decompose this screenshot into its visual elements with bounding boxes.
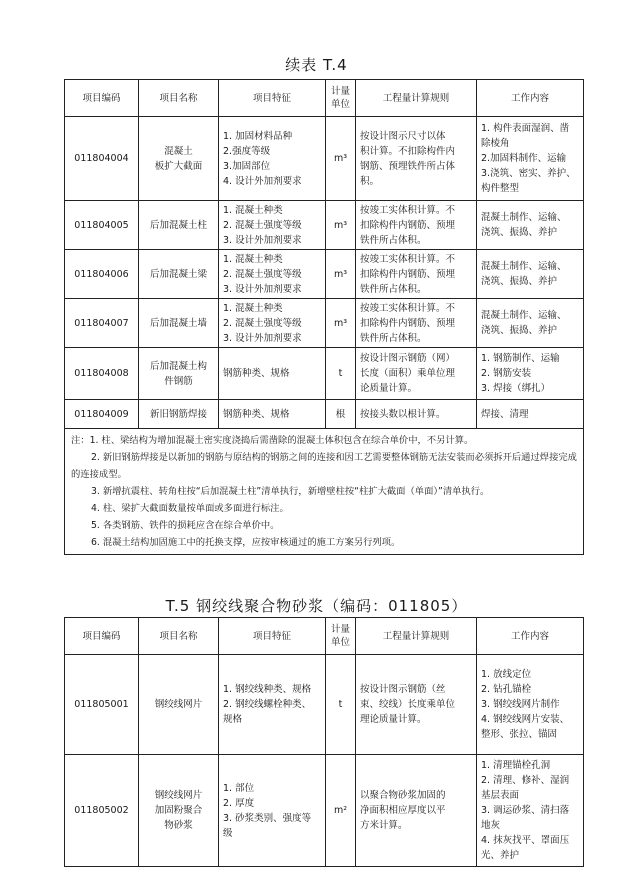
item-work	[477, 655, 584, 755]
item-rule-line: 铁件所占体积。	[360, 234, 427, 246]
table-row	[65, 348, 584, 400]
item-name-line: 后加混凝土构	[149, 360, 207, 372]
item-rule-line: 按接头数以根计算。	[360, 408, 446, 420]
header-work: 工作内容	[477, 80, 584, 117]
item-rule-line: 铁件所占体积。	[360, 283, 427, 295]
item-rule-line: 钢筋、预埋铁件所占体	[360, 160, 456, 172]
item-work-line: 2. 钻孔锚栓	[481, 684, 532, 695]
item-rule-line: 铁件所占体积。	[360, 332, 427, 344]
item-work	[477, 400, 584, 429]
table-row	[65, 117, 584, 201]
item-rule-line: 按竣工实体积计算。不	[360, 204, 456, 216]
note-item: 6. 混凝土结构加固施工中的托换支撑，应按审核通过的施工方案另行列项。	[91, 537, 401, 548]
item-rule	[356, 117, 477, 201]
item-code: 011804004	[65, 117, 139, 201]
item-code: 011804007	[65, 299, 139, 348]
item-features-line: 3. 砂浆类别、强度等	[223, 812, 312, 824]
item-work-line: 2.加固料制作、运输	[481, 153, 567, 164]
item-features	[219, 299, 326, 348]
item-work-line: 2. 清理、修补、湿润	[481, 775, 570, 786]
item-code: 011804009	[65, 400, 139, 429]
item-work-line: 地灰	[481, 820, 501, 831]
item-name-line: 加固粉聚合	[154, 805, 203, 816]
header-work: 工作内容	[477, 618, 584, 655]
item-rule-line: 按设计图示钢筋（丝	[360, 684, 446, 695]
item-rule-line: 净面积相应厚度以平	[360, 805, 446, 816]
item-work-line: 构件整型	[481, 183, 520, 194]
item-features-line: 2.强度等级	[223, 145, 271, 157]
item-rule-line: 积计算。不扣除构件内	[360, 145, 456, 157]
item-unit: m³	[326, 299, 356, 348]
table2-header-row	[65, 618, 584, 655]
item-work-line: 浇筑、振捣、养护	[481, 276, 558, 287]
item-unit: t	[326, 348, 356, 400]
item-features-line: 规格	[223, 714, 243, 725]
item-rule	[356, 250, 477, 299]
item-work-line: 2. 钢筋安装	[481, 368, 532, 379]
item-features-line: 4. 设计外加剂要求	[223, 175, 302, 187]
header-rule: 工程量计算规则	[356, 80, 477, 117]
item-work	[477, 117, 584, 201]
item-work	[477, 299, 584, 348]
item-unit: m³	[326, 250, 356, 299]
item-code: 011804008	[65, 348, 139, 400]
item-name	[139, 250, 219, 299]
header-rule: 工程量计算规则	[356, 618, 477, 655]
item-rule	[356, 655, 477, 755]
item-features-line: 3. 设计外加剂要求	[223, 332, 302, 344]
item-features	[219, 117, 326, 201]
item-name	[139, 348, 219, 400]
item-rule-line: 以聚合物砂浆加固的	[360, 790, 446, 801]
item-work-line: 3. 焊接（绑扎）	[481, 383, 551, 394]
header-unit: 计量 单位	[326, 618, 356, 655]
item-name	[139, 655, 219, 755]
item-work-line: 1. 放线定位	[481, 669, 532, 680]
item-features	[219, 400, 326, 429]
item-work-line: 4. 抹灰找平、罩面压	[481, 835, 570, 846]
item-rule-line: 按设计图示钢筋（网）	[360, 353, 456, 364]
header-features: 项目特征	[219, 80, 326, 117]
item-name	[139, 755, 219, 867]
header-code: 项目编码	[65, 80, 139, 117]
item-features-line: 1. 混凝土种类	[223, 204, 283, 216]
item-rule-line: 论质量计算。	[360, 383, 418, 394]
item-rule-line: 按设计图示尺寸以体	[360, 130, 446, 142]
item-rule-line: 积。	[360, 175, 380, 187]
item-features-line: 2. 钢绞线螺栓种类、	[223, 699, 312, 710]
item-name-line: 件钢筋	[164, 375, 193, 387]
table1-notes	[65, 429, 584, 555]
item-work-line: 混凝土制作、运输、	[481, 310, 567, 321]
header-name: 项目名称	[139, 618, 219, 655]
item-code: 011804005	[65, 201, 139, 250]
item-rule-line: 扣除构件内钢筋、预埋	[360, 219, 456, 231]
item-rule	[356, 201, 477, 250]
item-unit: m³	[326, 117, 356, 201]
item-unit: m³	[326, 201, 356, 250]
item-rule-line: 理论质量计算。	[360, 714, 427, 725]
item-code: 011805001	[65, 655, 139, 755]
table-row	[65, 201, 584, 250]
item-work-line: 基层表面	[481, 790, 520, 801]
item-code: 011804006	[65, 250, 139, 299]
item-name-line: 后加混凝土梁	[149, 268, 207, 280]
table-row	[65, 299, 584, 348]
table1	[64, 79, 584, 555]
item-features-line: 2. 厚度	[223, 797, 255, 809]
item-work-line: 3.浇筑、密实、养护、	[481, 168, 576, 179]
item-features-line: 3.加固部位	[223, 160, 271, 172]
item-name	[139, 201, 219, 250]
item-rule-line: 方米计算。	[360, 820, 408, 831]
header-name: 项目名称	[139, 80, 219, 117]
item-name	[139, 299, 219, 348]
item-name-line: 新旧钢筋焊接	[149, 408, 207, 420]
item-name-line: 混凝土	[164, 145, 193, 157]
item-work-line: 光、养护	[481, 850, 520, 861]
item-features-line: 钢筋种类、规格	[223, 368, 290, 379]
item-features-line: 3. 设计外加剂要求	[223, 283, 302, 295]
item-work-line: 混凝土制作、运输、	[481, 212, 567, 223]
item-work-line: 3. 调运砂浆、清扫落	[481, 805, 570, 816]
item-work	[477, 348, 584, 400]
item-work-line: 焊接、清理	[481, 408, 529, 420]
table-row	[65, 655, 584, 755]
item-features-line: 2. 混凝土强度等级	[223, 317, 302, 329]
item-work-line: 1. 钢筋制作、运输	[481, 353, 560, 364]
table-row	[65, 755, 584, 867]
item-rule	[356, 755, 477, 867]
item-work-line: 除棱角	[481, 138, 510, 149]
item-rule-line: 扣除构件内钢筋、预埋	[360, 317, 456, 329]
item-work-line: 浇筑、振捣、养护	[481, 325, 558, 336]
item-work-line: 整形、张拉、锚固	[481, 729, 558, 740]
item-name-line: 钢绞线网片	[154, 699, 203, 710]
item-name-line: 物砂浆	[164, 820, 193, 831]
item-features-line: 1. 混凝土种类	[223, 302, 283, 314]
item-work	[477, 755, 584, 867]
item-features	[219, 201, 326, 250]
item-features-line: 1. 钢绞线种类、规格	[223, 684, 312, 695]
note-item: 4. 柱、梁扩大截面数量按单面或多面进行标注。	[91, 503, 289, 514]
item-rule-line: 束、绞线）长度乘单位	[360, 699, 456, 710]
item-work-line: 4. 钢绞线网片安装、	[481, 714, 570, 725]
table1-title: 续表 T.4	[285, 56, 348, 74]
item-work-line: 混凝土制作、运输、	[481, 261, 567, 272]
item-name-line: 板扩大截面	[154, 160, 203, 172]
item-name-line: 钢绞线网片	[154, 790, 203, 801]
item-work-line: 1. 清理锚栓孔洞	[481, 760, 551, 771]
item-name-line: 后加混凝土柱	[149, 219, 207, 231]
item-rule	[356, 299, 477, 348]
item-features	[219, 655, 326, 755]
item-unit: m²	[326, 755, 356, 867]
item-features-line: 级	[223, 827, 233, 839]
note-item: 3. 新增抗震柱、转角柱按“后加混凝土柱”清单执行，新增壁柱按“柱扩大截面（单面）”清单执行。	[91, 486, 490, 497]
item-work-line: 1. 构件表面湿润、凿	[481, 123, 570, 134]
table-row	[65, 250, 584, 299]
note-item: 5. 各类钢筋、铁件的损耗应含在综合单价中。	[91, 520, 280, 531]
table2-title: T.5 钢绞线聚合物砂浆（编码：011805）	[165, 597, 468, 615]
item-rule-line: 长度（面积）乘单位理	[360, 368, 456, 379]
note-item: 2. 新旧钢筋焊接是以新加的钢筋与原结构的钢筋之间的连接和因工艺需要整体钢筋无法安装而必须拆开后通过焊接完成的连接成型。	[71, 452, 577, 480]
table2	[64, 617, 584, 867]
item-features-line: 2. 混凝土强度等级	[223, 268, 302, 280]
item-work-line: 浇筑、振捣、养护	[481, 227, 558, 238]
item-rule-line: 按竣工实体积计算。不	[360, 253, 456, 265]
item-name	[139, 400, 219, 429]
item-rule	[356, 348, 477, 400]
item-features-line: 3. 设计外加剂要求	[223, 234, 302, 246]
table1-header-row	[65, 80, 584, 117]
item-work	[477, 201, 584, 250]
item-unit: t	[326, 655, 356, 755]
item-features-line: 钢筋种类、规格	[223, 408, 290, 420]
item-features	[219, 250, 326, 299]
item-features	[219, 348, 326, 400]
table-row	[65, 400, 584, 429]
item-rule	[356, 400, 477, 429]
item-features	[219, 755, 326, 867]
header-code: 项目编码	[65, 618, 139, 655]
item-work-line: 3. 钢绞线网片制作	[481, 699, 560, 710]
item-unit: 根	[326, 400, 356, 429]
item-code: 011805002	[65, 755, 139, 867]
header-features: 项目特征	[219, 618, 326, 655]
table1-notes-row	[65, 429, 584, 555]
item-features-line: 2. 混凝土强度等级	[223, 219, 302, 231]
item-features-line: 1. 加固材料品种	[223, 130, 293, 142]
item-rule-line: 按竣工实体积计算。不	[360, 302, 456, 314]
item-name	[139, 117, 219, 201]
item-rule-line: 扣除构件内钢筋、预埋	[360, 268, 456, 280]
item-features-line: 1. 部位	[223, 782, 255, 794]
note-item: 注：1. 柱、梁结构为增加混凝土密实度浇捣后需凿除的混凝土体积包含在综合单价中，不另计算。	[71, 435, 474, 446]
item-name-line: 后加混凝土墙	[149, 317, 207, 329]
item-work	[477, 250, 584, 299]
header-unit: 计量 单位	[326, 80, 356, 117]
item-features-line: 1. 混凝土种类	[223, 253, 283, 265]
